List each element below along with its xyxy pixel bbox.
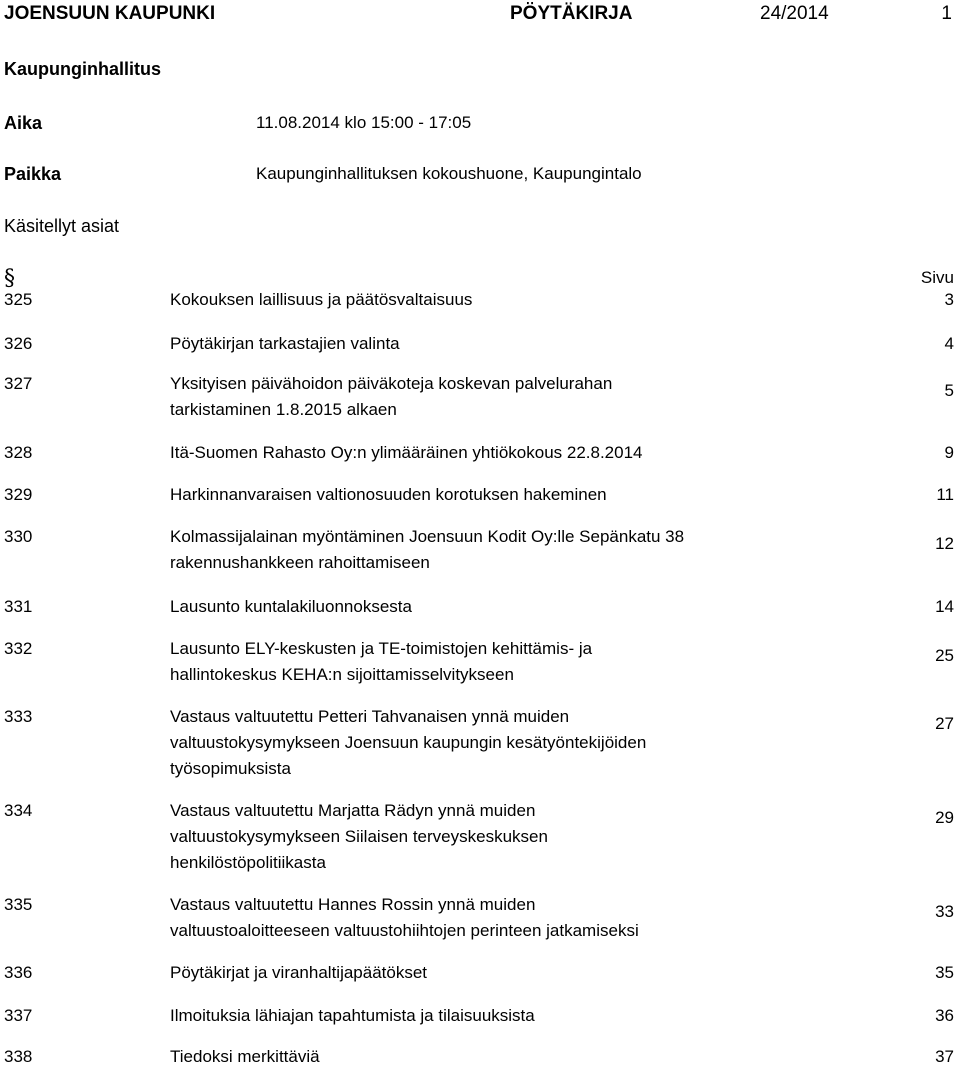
organization-name: JOENSUUN KAUPUNKI — [4, 3, 216, 24]
toc-item-title — [170, 1044, 810, 1070]
toc-item-page: 37 — [935, 1047, 954, 1066]
toc-item-title — [170, 636, 810, 688]
toc-item-page: 9 — [944, 443, 954, 462]
toc-item-page: 27 — [935, 714, 954, 733]
toc-item-number: 327 — [4, 374, 33, 393]
toc-item-number: 329 — [4, 485, 33, 504]
toc-item-title-line: Lausunto ELY-keskusten ja TE-toimistojen kehittämis- ja — [170, 639, 593, 658]
toc-item-number: 337 — [4, 1006, 33, 1025]
toc-item-title — [170, 331, 810, 357]
toc-item-number: 325 — [4, 290, 33, 309]
toc-item-title-line: valtuustokysymykseen Siilaisen terveyskeskuksen — [170, 827, 548, 846]
toc-item-page: 14 — [935, 597, 954, 616]
toc-item-page: 35 — [935, 963, 954, 982]
toc-item-title-line: Itä-Suomen Rahasto Oy:n ylimääräinen yhtiökokous 22.8.2014 — [170, 443, 643, 462]
toc-item-page: 12 — [935, 534, 954, 553]
toc-item-number: 333 — [4, 707, 33, 726]
toc-item-title — [170, 371, 810, 423]
toc-item-page: 33 — [935, 902, 954, 921]
toc-item-title-line: valtuustoaloitteeseen valtuustohiihtojen perinteen jatkamiseksi — [170, 921, 639, 940]
toc-item-number: 331 — [4, 597, 33, 616]
toc-item-number: 330 — [4, 527, 33, 546]
toc-item-title — [170, 440, 810, 466]
toc-item-title-line: henkilöstöpolitiikasta — [170, 853, 326, 872]
toc-item-number: 332 — [4, 639, 33, 658]
toc-item-page: 36 — [935, 1006, 954, 1025]
toc-item-title-line: valtuustokysymykseen Joensuun kaupungin kesätyöntekijöiden — [170, 733, 647, 752]
toc-item-title — [170, 1003, 810, 1029]
toc-item-page: 5 — [944, 381, 954, 400]
toc-item-title-line: hallintokeskus KEHA:n sijoittamisselvitykseen — [170, 665, 514, 684]
toc-item-title — [170, 287, 810, 313]
toc-item-page: 25 — [935, 646, 954, 665]
toc-item-title-line: Pöytäkirjan tarkastajien valinta — [170, 334, 400, 353]
toc-item-title-line: Tiedoksi merkittäviä — [170, 1047, 320, 1066]
toc-item-title-line: Kolmassijalainan myöntäminen Joensuun Kodit Oy:lle Sepänkatu 38 — [170, 527, 685, 546]
toc-item-page: 3 — [944, 290, 954, 309]
toc-item-number: 335 — [4, 895, 33, 914]
toc-item-title-line: Lausunto kuntalakiluonnoksesta — [170, 597, 412, 616]
body-name: Kaupunginhallitus — [4, 59, 161, 79]
toc-item-number: 326 — [4, 334, 33, 353]
toc-item-title — [170, 482, 810, 508]
time-value: 11.08.2014 klo 15:00 - 17:05 — [256, 113, 472, 132]
toc-item-page: 11 — [936, 485, 954, 504]
toc-item-title-line: Ilmoituksia lähiajan tapahtumista ja tilaisuuksista — [170, 1006, 535, 1025]
section-symbol: § — [4, 266, 15, 291]
toc-item-title — [170, 524, 810, 576]
toc-item-title — [170, 960, 810, 986]
toc-item-page: 29 — [935, 808, 954, 827]
toc-item-title-line: Vastaus valtuutettu Petteri Tahvanaisen ynnä muiden — [170, 707, 570, 726]
place-value: Kaupunginhallituksen kokoushuone, Kaupungintalo — [256, 164, 642, 183]
toc-item-title-line: Pöytäkirjat ja viranhaltijapäätökset — [170, 963, 428, 982]
toc-item-title — [170, 594, 810, 620]
toc-item-number: 328 — [4, 443, 33, 462]
toc-item-title — [170, 892, 810, 944]
document-number: 24/2014 — [760, 3, 829, 24]
toc-heading: Käsitellyt asiat — [4, 216, 120, 236]
toc-item-title-line: Kokouksen laillisuus ja päätösvaltaisuus — [170, 290, 473, 309]
toc-item-title-line: Harkinnanvaraisen valtionosuuden korotuksen hakeminen — [170, 485, 607, 504]
toc-item-title-line: rakennushankkeen rahoittamiseen — [170, 553, 430, 572]
toc-item-number: 338 — [4, 1047, 33, 1066]
toc-item-title-line: Yksityisen päivähoidon päiväkoteja koskevan palvelurahan — [170, 374, 613, 393]
toc-item-title-line: työsopimuksista — [170, 759, 291, 778]
toc-item-number: 336 — [4, 963, 33, 982]
toc-item-title-line: Vastaus valtuutettu Marjatta Rädyn ynnä muiden — [170, 801, 536, 820]
page-number: 1 — [941, 3, 952, 24]
toc-item-title-line: Vastaus valtuutettu Hannes Rossin ynnä muiden — [170, 895, 536, 914]
toc-item-number: 334 — [4, 801, 33, 820]
toc-item-page: 4 — [944, 334, 954, 353]
page-column-header: Sivu — [920, 268, 954, 287]
document-type: PÖYTÄKIRJA — [510, 3, 633, 24]
toc-item-title — [170, 798, 810, 876]
time-label: Aika — [4, 113, 43, 133]
toc-item-title-line: tarkistaminen 1.8.2015 alkaen — [170, 400, 397, 419]
place-label: Paikka — [4, 164, 62, 184]
toc-item-title — [170, 704, 810, 782]
